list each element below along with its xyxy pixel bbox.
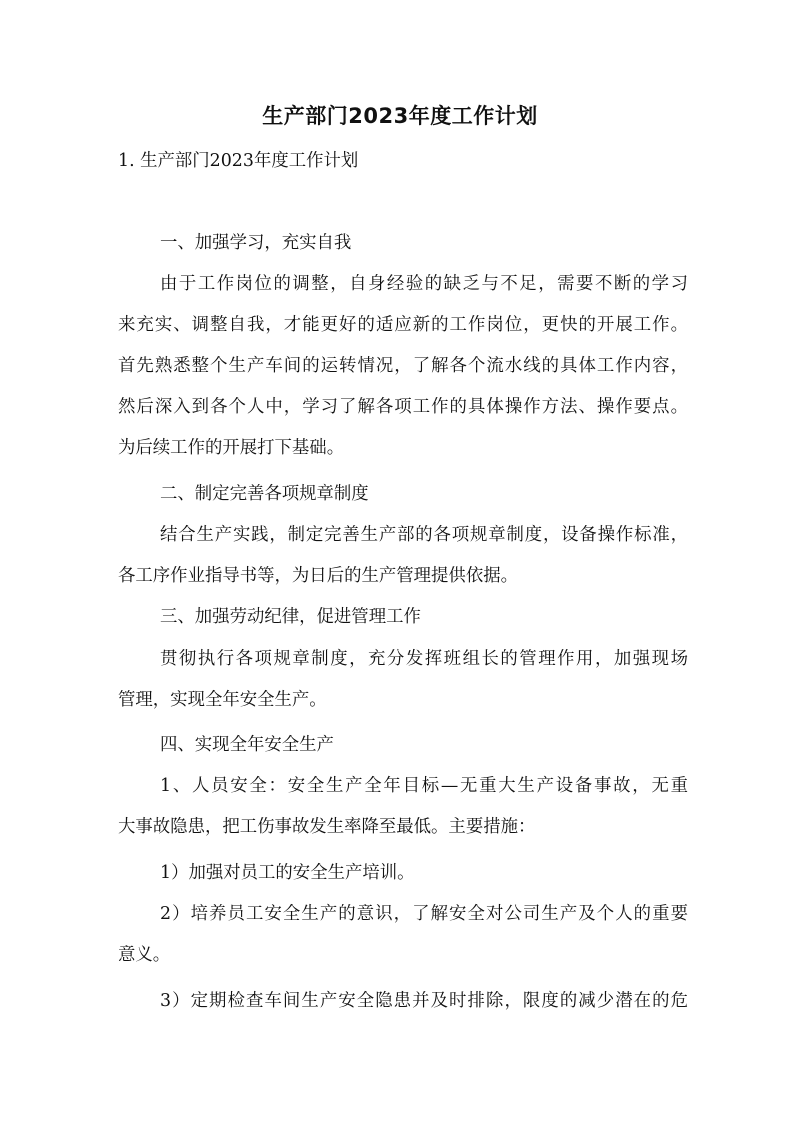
section-heading-4: 四、实现全年安全生产 bbox=[160, 735, 334, 755]
paragraph-line: 首先熟悉整个生产车间的运转情况，了解各个流水线的具体工作内容， bbox=[118, 356, 688, 376]
section-heading-1: 一、加强学习，充实自我 bbox=[160, 233, 352, 253]
section-heading-3: 三、加强劳动纪律，促进管理工作 bbox=[160, 607, 421, 627]
list-item: 2）培养员工安全生产的意识，了解安全对公司生产及个人的重要 bbox=[160, 904, 688, 924]
document-title: 生产部门2023年度工作计划 bbox=[262, 104, 538, 128]
paragraph-line: 为后续工作的开展打下基础。 bbox=[118, 438, 345, 458]
list-item: 1）加强对员工的安全生产培训。 bbox=[160, 863, 415, 883]
paragraph-line: 结合生产实践，制定完善生产部的各项规章制度，设备操作标准， bbox=[160, 525, 688, 545]
list-item: 3）定期检查车间生产安全隐患并及时排除，限度的减少潜在的危 bbox=[160, 991, 688, 1011]
paragraph-line: 各工序作业指导书等，为日后的生产管理提供依据。 bbox=[118, 566, 518, 586]
paragraph-line: 1、人员安全：安全生产全年目标—无重大生产设备事故，无重 bbox=[160, 776, 688, 796]
paragraph-line: 大事故隐患，把工伤事故发生率降至最低。主要措施： bbox=[118, 817, 536, 837]
section-heading-2: 二、制定完善各项规章制度 bbox=[160, 484, 369, 504]
paragraph-line: 管理，实现全年安全生产。 bbox=[118, 690, 327, 710]
paragraph-line: 然后深入到各个人中，学习了解各项工作的具体操作方法、操作要点。 bbox=[118, 397, 688, 417]
paragraph-line: 贯彻执行各项规章制度，充分发挥班组长的管理作用，加强现场 bbox=[160, 649, 688, 669]
paragraph-line: 由于工作岗位的调整，自身经验的缺乏与不足，需要不断的学习 bbox=[160, 274, 688, 294]
paragraph-line: 来充实、调整自我，才能更好的适应新的工作岗位，更快的开展工作。 bbox=[118, 315, 688, 335]
paragraph-line: 意义。 bbox=[118, 945, 171, 965]
document-subtitle: 1. 生产部门2023年度工作计划 bbox=[118, 151, 359, 171]
